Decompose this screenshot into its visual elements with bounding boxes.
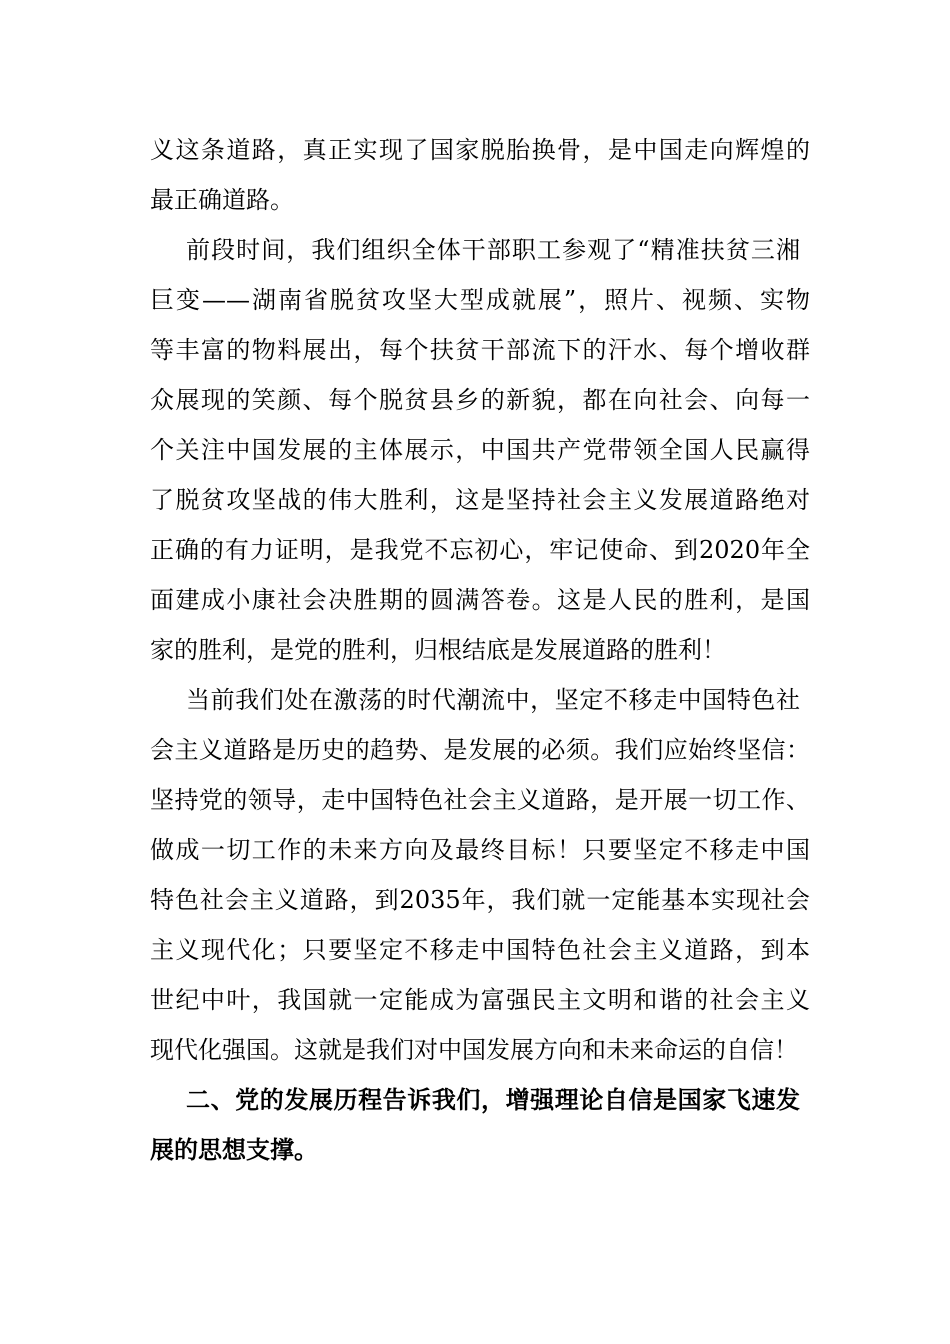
section-heading-line: 二、党的发展历程告诉我们，增强理论自信是国家飞速发 (186, 1085, 800, 1114)
paragraph-line: 个关注中国发展的主体展示，中国共产党带领全国人民赢得 (150, 436, 810, 464)
paragraph-line: 前段时间，我们组织全体干部职工参观了“精准扶贫三湘 (186, 236, 800, 264)
paragraph-line: 最正确道路。 (150, 186, 294, 214)
paragraph-line: 做成一切工作的未来方向及最终目标！只要坚定不移走中国 (150, 836, 810, 864)
paragraph-line: 面建成小康社会决胜期的圆满答卷。这是人民的胜利，是国 (150, 586, 810, 614)
paragraph-line: 特色社会主义道路，到2035年，我们就一定能基本实现社会 (150, 886, 810, 914)
paragraph-line: 坚持党的领导，走中国特色社会主义道路，是开展一切工作、 (150, 786, 810, 814)
paragraph-line: 会主义道路是历史的趋势、是发展的必须。我们应始终坚信： (150, 736, 810, 764)
section-heading-line: 展的思想支撑。 (150, 1135, 318, 1164)
paragraph-line: 现代化强国。这就是我们对中国发展方向和未来命运的自信！ (150, 1036, 798, 1064)
paragraph-line: 世纪中叶，我国就一定能成为富强民主文明和谐的社会主义 (150, 986, 810, 1014)
paragraph-line: 主义现代化；只要坚定不移走中国特色社会主义道路，到本 (150, 936, 810, 964)
paragraph-line: 等丰富的物料展出，每个扶贫干部流下的汗水、每个增收群 (150, 336, 810, 364)
paragraph-line: 义这条道路，真正实现了国家脱胎换骨，是中国走向辉煌的 (150, 136, 810, 164)
paragraph-line: 正确的有力证明，是我党不忘初心，牢记使命、到2020年全 (150, 536, 810, 564)
paragraph-line: 巨变——湖南省脱贫攻坚大型成就展”，照片、视频、实物 (150, 286, 810, 314)
paragraph-line: 当前我们处在激荡的时代潮流中，坚定不移走中国特色社 (186, 686, 800, 714)
paragraph-line: 众展现的笑颜、每个脱贫县乡的新貌，都在向社会、向每一 (150, 386, 810, 414)
paragraph-line: 家的胜利，是党的胜利，归根结底是发展道路的胜利！ (150, 636, 726, 664)
paragraph-line: 了脱贫攻坚战的伟大胜利，这是坚持社会主义发展道路绝对 (150, 486, 810, 514)
